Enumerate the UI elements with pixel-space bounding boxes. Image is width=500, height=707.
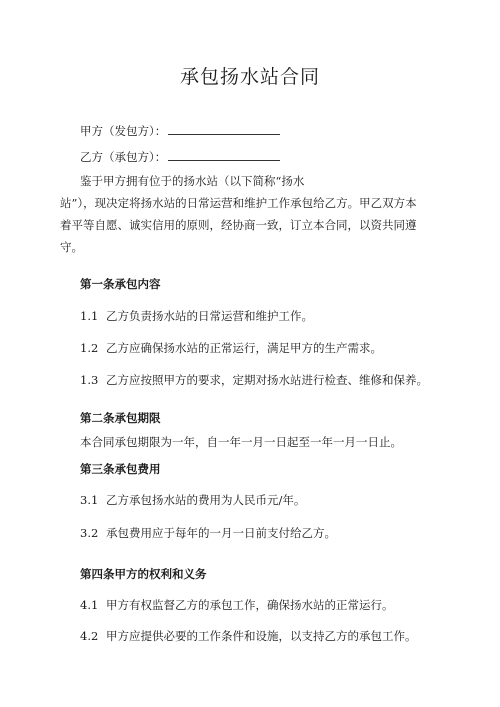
section-heading-3: 第三条承包费用 (80, 462, 161, 476)
clause-number: 3.2 (80, 526, 99, 540)
preamble-line-3: 着平等自愿、诚实信用的原则，经协商一致，订立本合同，以资共同遵 (60, 218, 417, 232)
section-heading-1: 第一条承包内容 (80, 277, 161, 291)
party-b-blank[interactable] (168, 149, 280, 161)
clause-text: 乙方应按照甲方的要求，定期对扬水站进行检查、维修和保养。 (106, 373, 428, 387)
clause-1-2 (80, 340, 382, 356)
preamble-line-2: 站”），现决定将扬水站的日常运营和维护工作承包给乙方。甲乙双方本 (60, 196, 417, 210)
section-heading-2: 第二条承包期限 (80, 411, 161, 425)
section-2-body: 本合同承包期限为一年，自一年一月一日起至一年一月一日止。 (80, 435, 402, 449)
preamble-line-1: 鉴于甲方拥有位于的扬水站（以下简称“扬水 (80, 174, 305, 188)
party-a-label: 甲方（发包方）： (80, 124, 167, 138)
party-b-label: 乙方（承包方）： (80, 150, 167, 164)
clause-text: 乙方应确保扬水站的正常运行，满足甲方的生产需求。 (106, 341, 382, 355)
clause-text: 乙方承包扬水站的费用为人民币元/年。 (106, 493, 306, 507)
clause-text: 乙方负责扬水站的日常运营和维护工作。 (106, 309, 313, 323)
clause-text: 甲方有权监督乙方的承包工作，确保扬水站的正常运行。 (106, 598, 394, 612)
clause-number: 1.3 (80, 373, 99, 387)
section-heading-4: 第四条甲方的权利和义务 (80, 567, 207, 581)
clause-number: 3.1 (80, 493, 99, 507)
party-a-line (80, 123, 280, 139)
clause-number: 4.1 (80, 598, 99, 612)
clause-3-1 (80, 492, 305, 508)
party-b-line (80, 149, 280, 165)
document-title: 承包扬水站合同 (179, 66, 320, 88)
clause-1-1 (80, 308, 313, 324)
preamble-paragraph (60, 170, 445, 258)
clause-3-2 (80, 525, 336, 541)
party-a-blank[interactable] (168, 123, 280, 135)
clause-4-1 (80, 597, 394, 613)
clause-number: 1.1 (80, 309, 99, 323)
clause-1-3 (80, 372, 428, 388)
clause-text: 承包费用应于每年的一月一日前支付给乙方。 (106, 526, 336, 540)
clause-4-2 (80, 628, 417, 644)
clause-text: 甲方应提供必要的工作条件和设施，以支持乙方的承包工作。 (106, 629, 417, 643)
preamble-line-4: 守。 (60, 240, 83, 254)
clause-number: 1.2 (80, 341, 99, 355)
clause-number: 4.2 (80, 629, 99, 643)
